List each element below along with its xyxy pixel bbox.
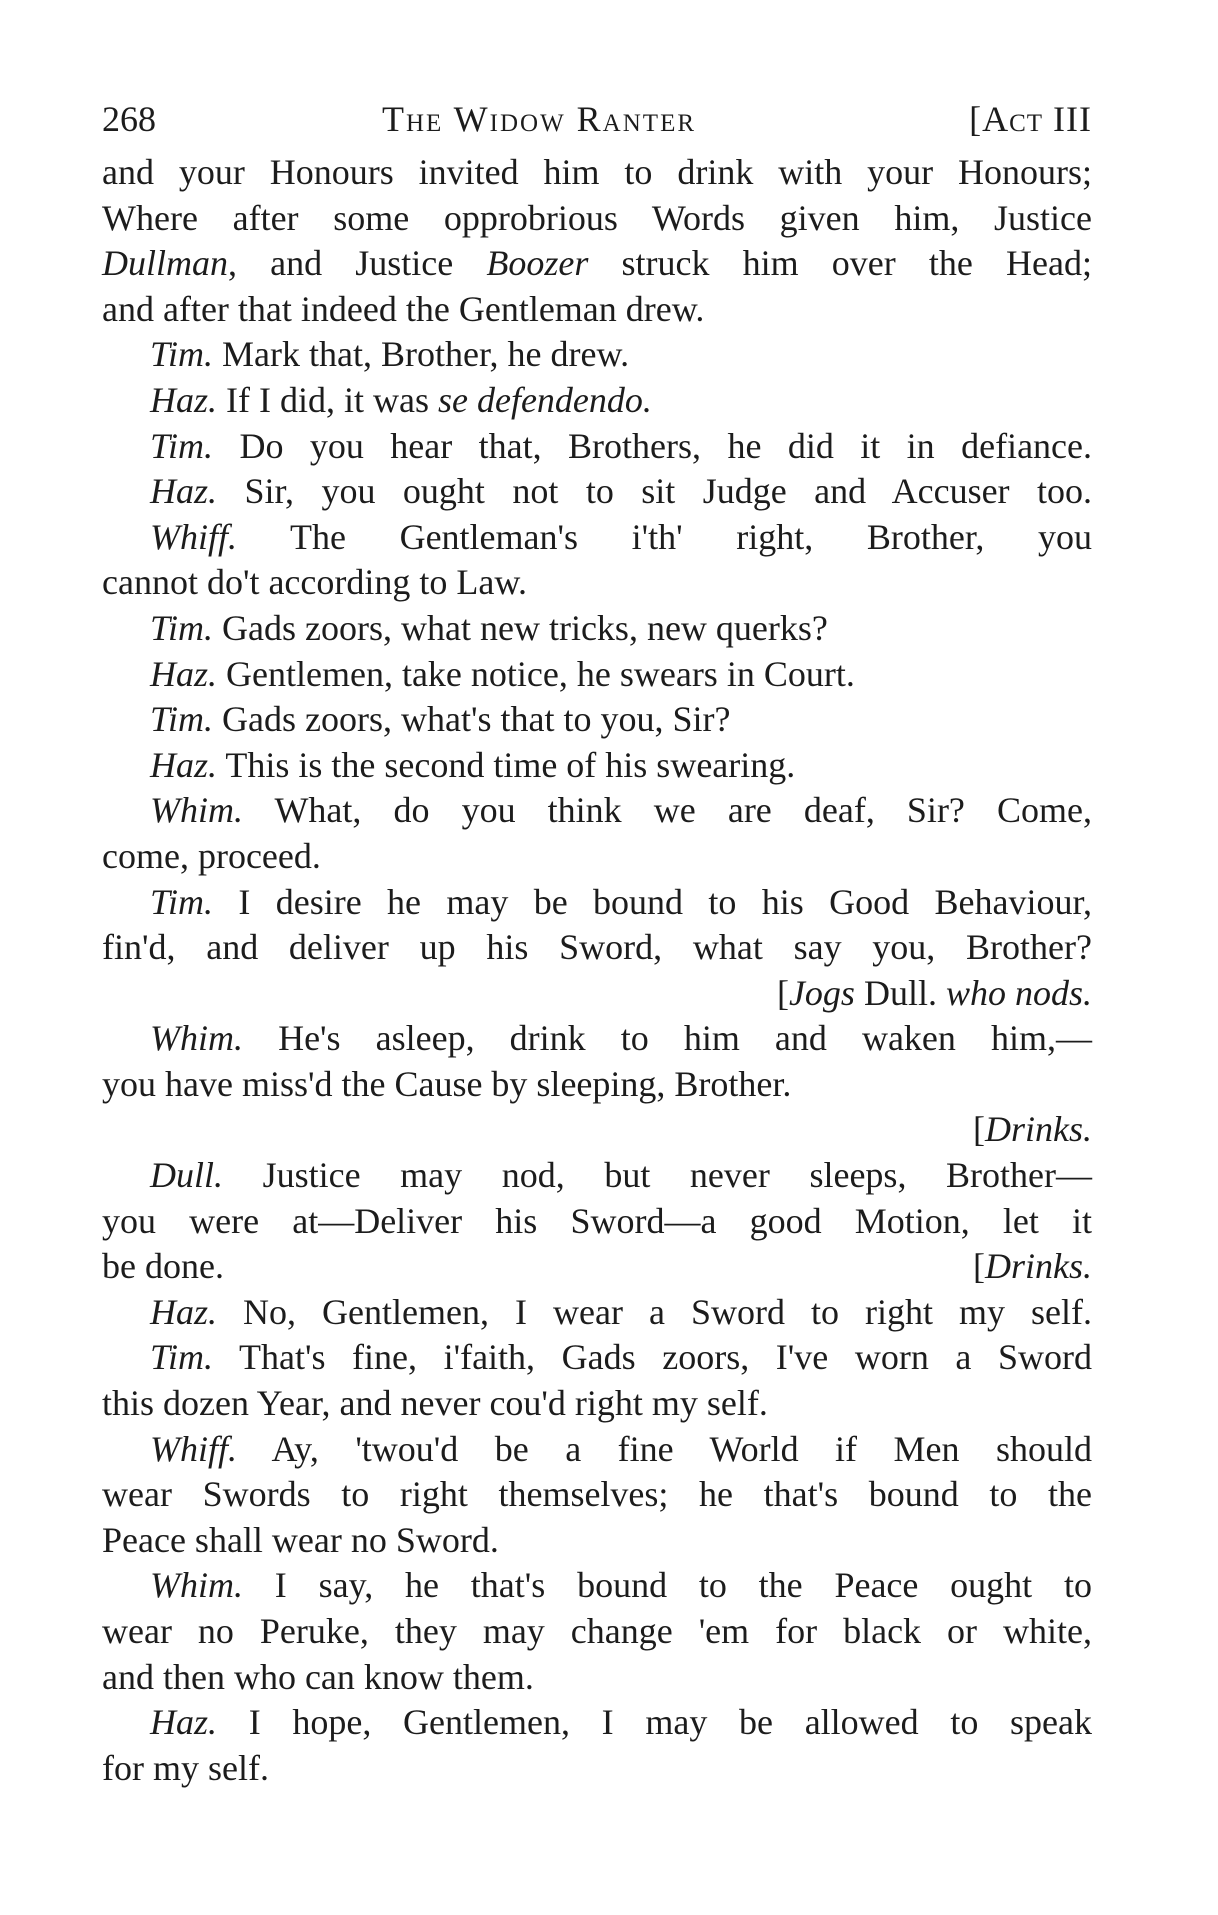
speech-text: That's fine, i'faith, Gads zoors, I've worn a Sword bbox=[213, 1337, 1092, 1378]
speech-text: I say, he that's bound to the Peace ought to bbox=[243, 1565, 1092, 1606]
speech-text: This is the second time of his swearing. bbox=[217, 744, 796, 785]
speech-line bbox=[102, 424, 1092, 470]
text-line: and then who can know them. bbox=[102, 1656, 534, 1697]
speech-line bbox=[102, 1290, 1092, 1336]
direction-text: Drinks. bbox=[985, 1246, 1092, 1287]
text-line bbox=[102, 1244, 1092, 1290]
running-title: The Widow Ranter bbox=[382, 99, 697, 139]
speech-line bbox=[102, 606, 1092, 652]
speaker-tim: Tim. bbox=[150, 1337, 214, 1378]
text-line: and after that indeed the Gentleman drew. bbox=[102, 288, 705, 329]
speech-text: No, Gentlemen, I wear a Sword to right my self. bbox=[217, 1291, 1092, 1332]
play-text bbox=[102, 150, 1092, 1791]
speaker-whiff: Whiff. bbox=[150, 1428, 237, 1469]
speech-text: I desire he may be bound to his Good Behaviour, bbox=[213, 881, 1092, 922]
text-line: cannot do't according to Law. bbox=[102, 562, 528, 603]
speech-line bbox=[102, 652, 1092, 698]
text-line: and your Honours invited him to drink with your Honours; bbox=[102, 152, 1092, 192]
bracket: [ bbox=[776, 972, 789, 1013]
text-line bbox=[102, 241, 1092, 287]
speech-text: If I did, it was bbox=[217, 379, 438, 420]
text-fragment: , and Justice bbox=[228, 243, 487, 284]
text-line: you were at—Deliver his Sword—a good Motion, let it bbox=[102, 1200, 1092, 1241]
speaker-tim: Tim. bbox=[150, 881, 214, 922]
speech-text: Gads zoors, what's that to you, Sir? bbox=[213, 699, 731, 740]
bracket: [ bbox=[973, 1246, 985, 1287]
text-line: come, proceed. bbox=[102, 835, 321, 876]
bracket: [ bbox=[973, 1109, 985, 1150]
speech-line bbox=[102, 697, 1092, 743]
page-number: 268 bbox=[102, 99, 156, 139]
speech-text: Mark that, Brother, he drew. bbox=[213, 334, 630, 375]
speaker-haz: Haz. bbox=[150, 1702, 218, 1743]
speaker-haz: Haz. bbox=[150, 1291, 218, 1332]
speech-text: Justice may nod, but never sleeps, Brother— bbox=[223, 1155, 1092, 1196]
direction-text: Drinks. bbox=[985, 1109, 1092, 1150]
name-boozer: Boozer bbox=[486, 243, 589, 284]
speech-line bbox=[102, 1016, 1092, 1062]
speech-text: Do you hear that, Brothers, he did it in defiance. bbox=[213, 425, 1092, 466]
text-line: fin'd, and deliver up his Sword, what say you, Brother? bbox=[102, 927, 1092, 968]
speech-line bbox=[102, 1700, 1092, 1746]
speaker-haz: Haz. bbox=[150, 379, 218, 420]
speech-line bbox=[102, 332, 1092, 378]
text-line: wear Swords to right themselves; he that's bound to the bbox=[102, 1474, 1092, 1515]
speech-text: Gentlemen, take notice, he swears in Court. bbox=[217, 653, 855, 694]
speech-line bbox=[102, 788, 1092, 834]
speech-line bbox=[102, 378, 1092, 424]
speech-line bbox=[102, 1427, 1092, 1473]
speech-line bbox=[102, 1153, 1092, 1199]
text-line: this dozen Year, and never cou'd right my self. bbox=[102, 1383, 768, 1424]
text-line: Peace shall wear no Sword. bbox=[102, 1519, 499, 1560]
speaker-tim: Tim. bbox=[150, 334, 214, 375]
speaker-tim: Tim. bbox=[150, 425, 214, 466]
speaker-tim: Tim. bbox=[150, 699, 214, 740]
text-line: you have miss'd the Cause by sleeping, Brother. bbox=[102, 1063, 792, 1104]
stage-direction bbox=[102, 1107, 1092, 1153]
page-header bbox=[102, 94, 1092, 144]
speech-line bbox=[102, 1563, 1092, 1609]
direction-text: Dull. bbox=[854, 972, 946, 1013]
stage-direction bbox=[102, 971, 1092, 1017]
speech-line bbox=[102, 515, 1092, 561]
speaker-whiff: Whiff. bbox=[150, 516, 237, 557]
speech-text: Ay, 'twou'd be a fine World if Men should bbox=[237, 1428, 1092, 1469]
direction-text: who nods. bbox=[945, 972, 1092, 1013]
direction-text: Jogs bbox=[788, 972, 855, 1013]
speech-text: I hope, Gentlemen, I may be allowed to speak bbox=[217, 1702, 1092, 1743]
speaker-haz: Haz. bbox=[150, 471, 218, 512]
text-line: for my self. bbox=[102, 1747, 269, 1788]
speaker-haz: Haz. bbox=[150, 744, 218, 785]
text-line: Where after some opprobrious Words given him, Justice bbox=[102, 197, 1092, 238]
speech-text: Gads zoors, what new tricks, new querks? bbox=[213, 607, 828, 648]
act-label: [Act III bbox=[969, 99, 1092, 139]
text-fragment: struck him over the Head; bbox=[588, 243, 1092, 284]
text-line: wear no Peruke, they may change 'em for black or white, bbox=[102, 1611, 1092, 1651]
speech-text: He's asleep, drink to him and waken him,— bbox=[243, 1018, 1092, 1059]
speech-line bbox=[102, 469, 1092, 515]
speaker-dull: Dull. bbox=[150, 1155, 224, 1196]
latin-phrase: se defendendo. bbox=[437, 379, 652, 420]
speech-text: The Gentleman's i'th' right, Brother, you bbox=[237, 516, 1092, 557]
speech-text: What, do you think we are deaf, Sir? Come, bbox=[243, 790, 1092, 831]
speaker-haz: Haz. bbox=[150, 653, 218, 694]
speech-line bbox=[102, 1335, 1092, 1381]
speaker-whim: Whim. bbox=[150, 1565, 243, 1606]
speech-line bbox=[102, 743, 1092, 789]
speaker-whim: Whim. bbox=[150, 790, 243, 831]
speaker-tim: Tim. bbox=[150, 607, 214, 648]
speech-text: Sir, you ought not to sit Judge and Accuser too. bbox=[217, 471, 1092, 512]
speaker-whim: Whim. bbox=[150, 1018, 243, 1059]
speech-text: be done. bbox=[102, 1246, 224, 1287]
stage-direction bbox=[973, 1244, 1092, 1290]
speech-line bbox=[102, 880, 1092, 926]
name-dullman: Dullman bbox=[102, 243, 228, 284]
